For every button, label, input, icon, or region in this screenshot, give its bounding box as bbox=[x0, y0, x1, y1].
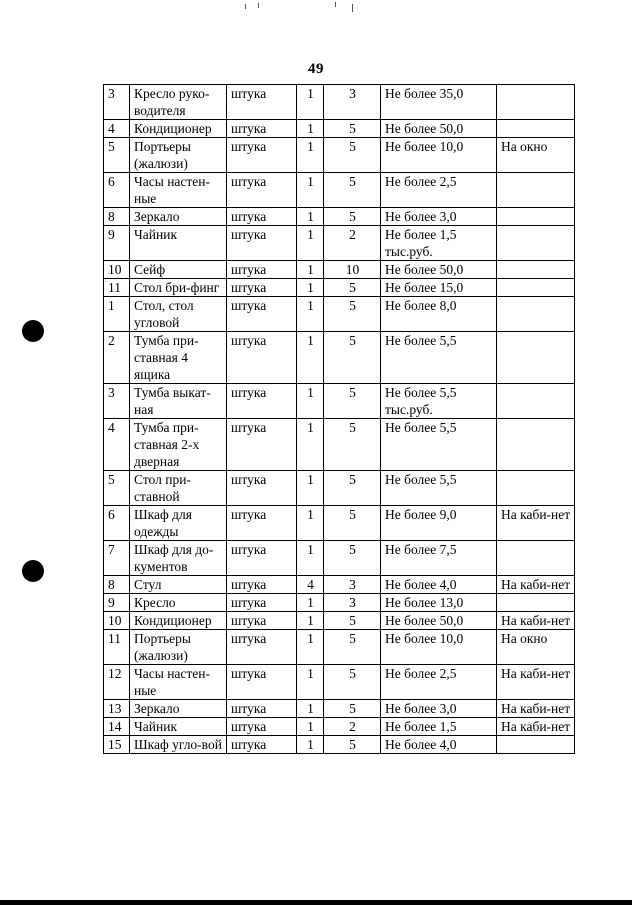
table-row bbox=[104, 576, 575, 594]
service-term-cell: 5 bbox=[324, 279, 381, 297]
service-term-cell: 5 bbox=[324, 471, 381, 506]
row-number-cell: 4 bbox=[104, 419, 130, 471]
price-limit-cell: Не более 1,5 bbox=[381, 718, 497, 736]
scan-specks bbox=[0, 0, 632, 14]
row-number-cell: 9 bbox=[104, 226, 130, 261]
unit-cell: штука bbox=[227, 419, 297, 471]
note-cell: На окно bbox=[497, 138, 575, 173]
item-name-cell: Кресло bbox=[130, 594, 227, 612]
table-row bbox=[104, 630, 575, 665]
item-name-cell: Шкаф для до-кументов bbox=[130, 541, 227, 576]
quantity-cell: 1 bbox=[297, 261, 324, 279]
quantity-cell: 1 bbox=[297, 297, 324, 332]
service-term-cell: 3 bbox=[324, 85, 381, 120]
item-name-cell: Кресло руко-водителя bbox=[130, 85, 227, 120]
row-number-cell: 14 bbox=[104, 718, 130, 736]
note-cell bbox=[497, 208, 575, 226]
quantity-cell: 1 bbox=[297, 665, 324, 700]
quantity-cell: 1 bbox=[297, 541, 324, 576]
price-limit-cell: Не более 15,0 bbox=[381, 279, 497, 297]
price-limit-cell: Не более 8,0 bbox=[381, 297, 497, 332]
unit-cell: штука bbox=[227, 612, 297, 630]
service-term-cell: 5 bbox=[324, 541, 381, 576]
table-row bbox=[104, 506, 575, 541]
table-row bbox=[104, 471, 575, 506]
table-row bbox=[104, 120, 575, 138]
price-limit-cell: Не более 5,5 тыс.руб. bbox=[381, 384, 497, 419]
row-number-cell: 4 bbox=[104, 120, 130, 138]
quantity-cell: 1 bbox=[297, 506, 324, 541]
unit-cell: штука bbox=[227, 297, 297, 332]
item-name-cell: Сейф bbox=[130, 261, 227, 279]
row-number-cell: 6 bbox=[104, 173, 130, 208]
row-number-cell: 8 bbox=[104, 576, 130, 594]
price-limit-cell: Не более 5,5 bbox=[381, 419, 497, 471]
row-number-cell: 2 bbox=[104, 332, 130, 384]
service-term-cell: 5 bbox=[324, 506, 381, 541]
table-row bbox=[104, 332, 575, 384]
unit-cell: штука bbox=[227, 736, 297, 754]
quantity-cell: 1 bbox=[297, 700, 324, 718]
row-number-cell: 13 bbox=[104, 700, 130, 718]
note-cell: На каби-нет bbox=[497, 576, 575, 594]
item-name-cell: Тумба при-ставная 2-х дверная bbox=[130, 419, 227, 471]
row-number-cell: 5 bbox=[104, 471, 130, 506]
item-name-cell: Часы настен-ные bbox=[130, 665, 227, 700]
item-name-cell: Шкаф угло-вой bbox=[130, 736, 227, 754]
price-limit-cell: Не более 5,5 bbox=[381, 332, 497, 384]
service-term-cell: 5 bbox=[324, 612, 381, 630]
note-cell: На окно bbox=[497, 630, 575, 665]
row-number-cell: 7 bbox=[104, 541, 130, 576]
unit-cell: штука bbox=[227, 138, 297, 173]
price-limit-cell: Не более 50,0 bbox=[381, 261, 497, 279]
unit-cell: штука bbox=[227, 226, 297, 261]
table-row bbox=[104, 279, 575, 297]
price-limit-cell: Не более 50,0 bbox=[381, 120, 497, 138]
unit-cell: штука bbox=[227, 541, 297, 576]
service-term-cell: 5 bbox=[324, 736, 381, 754]
row-number-cell: 8 bbox=[104, 208, 130, 226]
item-name-cell: Чайник bbox=[130, 718, 227, 736]
unit-cell: штука bbox=[227, 173, 297, 208]
service-term-cell: 5 bbox=[324, 419, 381, 471]
note-cell bbox=[497, 85, 575, 120]
item-name-cell: Шкаф для одежды bbox=[130, 506, 227, 541]
price-limit-cell: Не более 13,0 bbox=[381, 594, 497, 612]
table-row bbox=[104, 612, 575, 630]
item-name-cell: Зеркало bbox=[130, 700, 227, 718]
service-term-cell: 3 bbox=[324, 576, 381, 594]
note-cell bbox=[497, 471, 575, 506]
table-row bbox=[104, 700, 575, 718]
item-name-cell: Стол при-ставной bbox=[130, 471, 227, 506]
quantity-cell: 1 bbox=[297, 120, 324, 138]
unit-cell: штука bbox=[227, 261, 297, 279]
note-cell: На каби-нет bbox=[497, 506, 575, 541]
note-cell bbox=[497, 736, 575, 754]
page-number: 49 bbox=[308, 61, 324, 77]
service-term-cell: 3 bbox=[324, 594, 381, 612]
quantity-cell: 1 bbox=[297, 736, 324, 754]
price-limit-cell: Не более 3,0 bbox=[381, 700, 497, 718]
row-number-cell: 3 bbox=[104, 384, 130, 419]
service-term-cell: 5 bbox=[324, 384, 381, 419]
unit-cell: штука bbox=[227, 120, 297, 138]
price-limit-cell: Не более 35,0 bbox=[381, 85, 497, 120]
price-limit-cell: Не более 50,0 bbox=[381, 612, 497, 630]
quantity-cell: 1 bbox=[297, 630, 324, 665]
row-number-cell: 11 bbox=[104, 630, 130, 665]
unit-cell: штука bbox=[227, 279, 297, 297]
unit-cell: штука bbox=[227, 665, 297, 700]
unit-cell: штука bbox=[227, 384, 297, 419]
item-name-cell: Часы настен-ные bbox=[130, 173, 227, 208]
row-number-cell: 15 bbox=[104, 736, 130, 754]
unit-cell: штука bbox=[227, 506, 297, 541]
item-name-cell: Тумба при-ставная 4 ящика bbox=[130, 332, 227, 384]
table-row bbox=[104, 261, 575, 279]
unit-cell: штука bbox=[227, 471, 297, 506]
service-term-cell: 5 bbox=[324, 120, 381, 138]
note-cell bbox=[497, 332, 575, 384]
quantity-cell: 1 bbox=[297, 384, 324, 419]
quantity-cell: 1 bbox=[297, 226, 324, 261]
note-cell bbox=[497, 384, 575, 419]
table-row bbox=[104, 208, 575, 226]
unit-cell: штука bbox=[227, 332, 297, 384]
service-term-cell: 5 bbox=[324, 297, 381, 332]
unit-cell: штука bbox=[227, 576, 297, 594]
unit-cell: штука bbox=[227, 700, 297, 718]
row-number-cell: 5 bbox=[104, 138, 130, 173]
table-body bbox=[104, 85, 575, 754]
quantity-cell: 4 bbox=[297, 576, 324, 594]
service-term-cell: 2 bbox=[324, 718, 381, 736]
note-cell bbox=[497, 419, 575, 471]
price-limit-cell: Не более 1,5 тыс.руб. bbox=[381, 226, 497, 261]
item-name-cell: Кондиционер bbox=[130, 612, 227, 630]
item-name-cell: Портьеры (жалюзи) bbox=[130, 630, 227, 665]
table-row bbox=[104, 665, 575, 700]
note-cell bbox=[497, 541, 575, 576]
table-row bbox=[104, 419, 575, 471]
price-limit-cell: Не более 4,0 bbox=[381, 736, 497, 754]
row-number-cell: 12 bbox=[104, 665, 130, 700]
table-row bbox=[104, 297, 575, 332]
item-name-cell: Стул bbox=[130, 576, 227, 594]
note-cell: На каби-нет bbox=[497, 612, 575, 630]
item-name-cell: Тумба выкат-ная bbox=[130, 384, 227, 419]
row-number-cell: 11 bbox=[104, 279, 130, 297]
punch-hole bbox=[22, 560, 44, 582]
service-term-cell: 5 bbox=[324, 208, 381, 226]
table-row bbox=[104, 173, 575, 208]
quantity-cell: 1 bbox=[297, 208, 324, 226]
note-cell bbox=[497, 594, 575, 612]
service-term-cell: 5 bbox=[324, 173, 381, 208]
price-limit-cell: Не более 9,0 bbox=[381, 506, 497, 541]
item-name-cell: Портьеры (жалюзи) bbox=[130, 138, 227, 173]
service-term-cell: 5 bbox=[324, 665, 381, 700]
punch-hole bbox=[22, 320, 44, 342]
table-row bbox=[104, 138, 575, 173]
quantity-cell: 1 bbox=[297, 612, 324, 630]
price-limit-cell: Не более 10,0 bbox=[381, 630, 497, 665]
price-limit-cell: Не более 3,0 bbox=[381, 208, 497, 226]
price-limit-cell: Не более 4,0 bbox=[381, 576, 497, 594]
row-number-cell: 6 bbox=[104, 506, 130, 541]
table-row bbox=[104, 226, 575, 261]
service-term-cell: 5 bbox=[324, 138, 381, 173]
item-name-cell: Зеркало bbox=[130, 208, 227, 226]
table-row bbox=[104, 718, 575, 736]
row-number-cell: 3 bbox=[104, 85, 130, 120]
quantity-cell: 1 bbox=[297, 332, 324, 384]
note-cell bbox=[497, 261, 575, 279]
table-row bbox=[104, 384, 575, 419]
quantity-cell: 1 bbox=[297, 419, 324, 471]
quantity-cell: 1 bbox=[297, 594, 324, 612]
quantity-cell: 1 bbox=[297, 279, 324, 297]
unit-cell: штука bbox=[227, 630, 297, 665]
unit-cell: штука bbox=[227, 85, 297, 120]
table-row bbox=[104, 541, 575, 576]
table-row bbox=[104, 85, 575, 120]
note-cell bbox=[497, 297, 575, 332]
row-number-cell: 9 bbox=[104, 594, 130, 612]
row-number-cell: 1 bbox=[104, 297, 130, 332]
service-term-cell: 5 bbox=[324, 630, 381, 665]
quantity-cell: 1 bbox=[297, 138, 324, 173]
page-bottom-edge bbox=[0, 900, 632, 905]
service-term-cell: 10 bbox=[324, 261, 381, 279]
price-limit-cell: Не более 2,5 bbox=[381, 665, 497, 700]
unit-cell: штука bbox=[227, 718, 297, 736]
note-cell: На каби-нет bbox=[497, 718, 575, 736]
item-name-cell: Стол, стол угловой bbox=[130, 297, 227, 332]
furniture-table bbox=[103, 84, 575, 754]
unit-cell: штука bbox=[227, 594, 297, 612]
table-row bbox=[104, 594, 575, 612]
quantity-cell: 1 bbox=[297, 718, 324, 736]
note-cell bbox=[497, 120, 575, 138]
price-limit-cell: Не более 7,5 bbox=[381, 541, 497, 576]
service-term-cell: 5 bbox=[324, 700, 381, 718]
item-name-cell: Стол бри-финг bbox=[130, 279, 227, 297]
price-limit-cell: Не более 5,5 bbox=[381, 471, 497, 506]
item-name-cell: Чайник bbox=[130, 226, 227, 261]
service-term-cell: 5 bbox=[324, 332, 381, 384]
note-cell bbox=[497, 226, 575, 261]
row-number-cell: 10 bbox=[104, 261, 130, 279]
note-cell bbox=[497, 279, 575, 297]
quantity-cell: 1 bbox=[297, 85, 324, 120]
quantity-cell: 1 bbox=[297, 173, 324, 208]
unit-cell: штука bbox=[227, 208, 297, 226]
row-number-cell: 10 bbox=[104, 612, 130, 630]
service-term-cell: 2 bbox=[324, 226, 381, 261]
note-cell bbox=[497, 173, 575, 208]
note-cell: На каби-нет bbox=[497, 665, 575, 700]
quantity-cell: 1 bbox=[297, 471, 324, 506]
table-row bbox=[104, 736, 575, 754]
item-name-cell: Кондиционер bbox=[130, 120, 227, 138]
price-limit-cell: Не более 2,5 bbox=[381, 173, 497, 208]
note-cell: На каби-нет bbox=[497, 700, 575, 718]
price-limit-cell: Не более 10,0 bbox=[381, 138, 497, 173]
